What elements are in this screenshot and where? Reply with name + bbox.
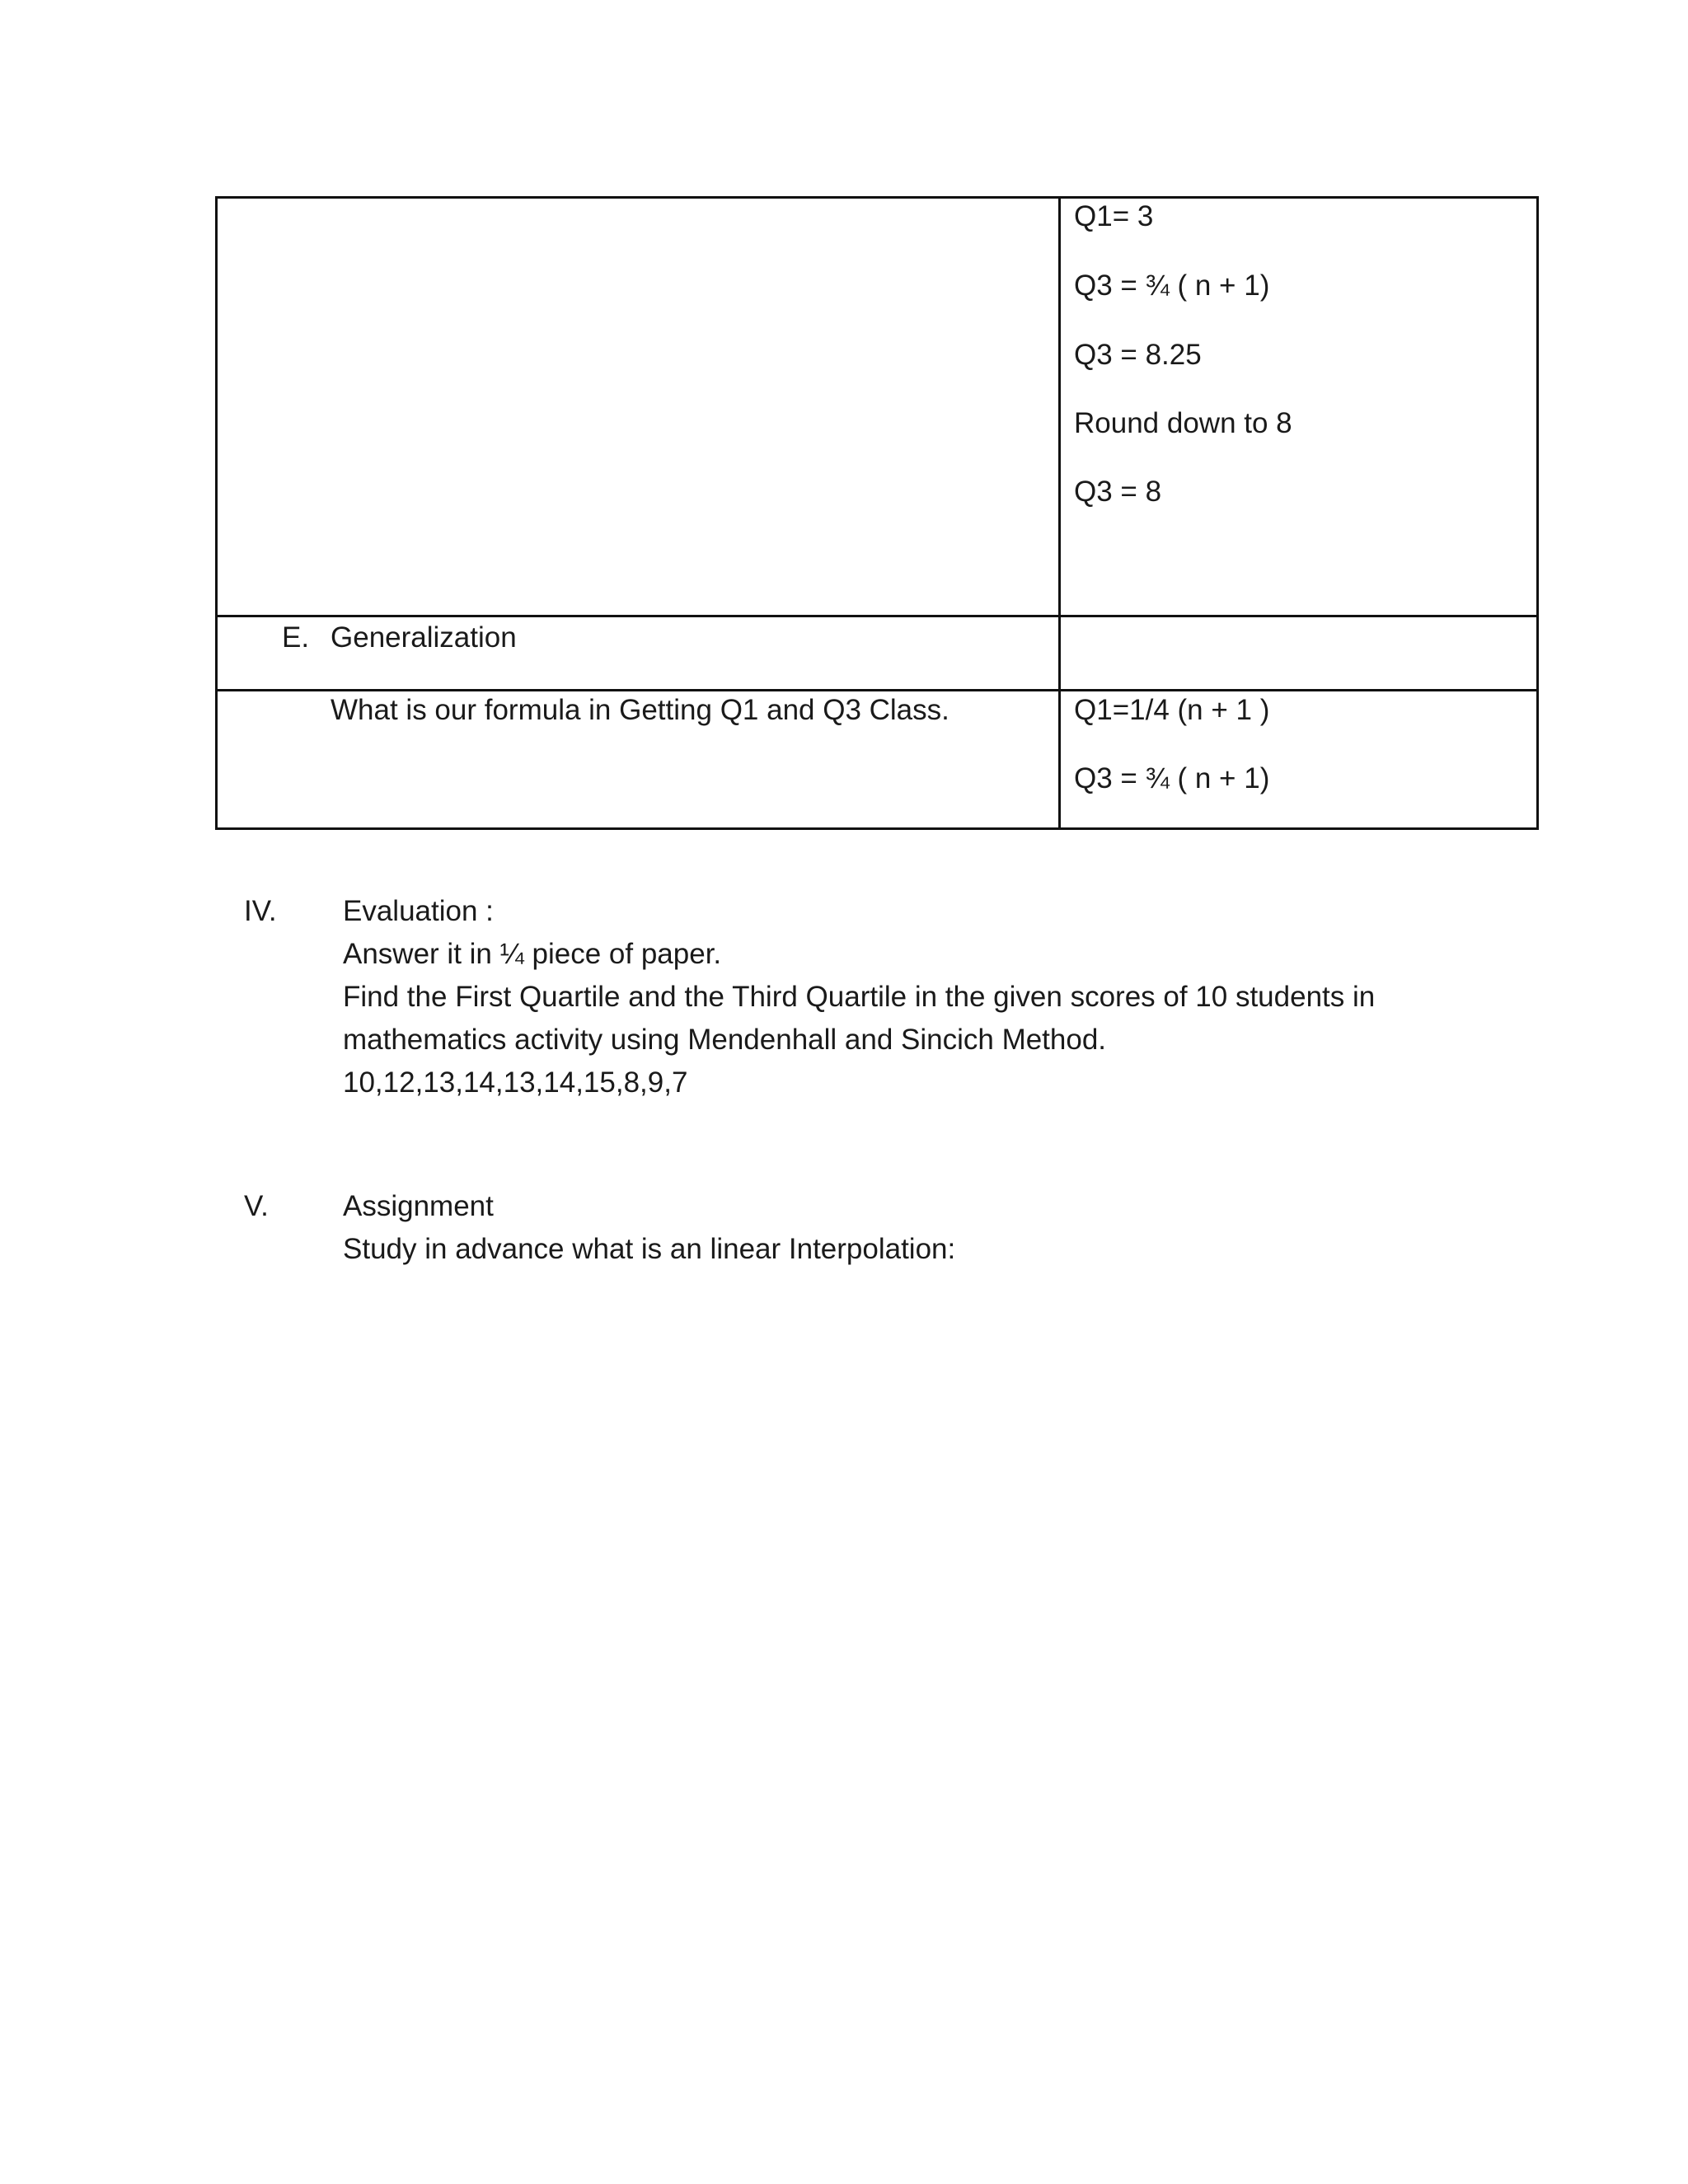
solution-line: Round down to 8 bbox=[1074, 407, 1292, 439]
solution-line: Q3 = ¾ ( n + 1) bbox=[1074, 269, 1270, 302]
evaluation-section bbox=[343, 890, 1375, 1104]
table-cell-empty bbox=[218, 199, 1061, 615]
table-cell-answer bbox=[1061, 691, 1536, 827]
assignment-section bbox=[343, 1185, 955, 1271]
table-row bbox=[218, 615, 1536, 689]
table-row bbox=[218, 689, 1536, 827]
lesson-table bbox=[215, 196, 1539, 830]
table-cell-heading bbox=[218, 617, 1061, 689]
evaluation-line: mathematics activity using Mendenhall and Sincich Method. bbox=[343, 1024, 1107, 1056]
evaluation-line: Find the First Quartile and the Third Quartile in the given scores of 10 students in bbox=[343, 981, 1376, 1013]
section-title: Assignment bbox=[343, 1190, 494, 1222]
solution-line: Q3 = 8.25 bbox=[1074, 339, 1202, 371]
solution-line: Q1= 3 bbox=[1074, 200, 1154, 232]
evaluation-line: 10,12,13,14,13,14,15,8,9,7 bbox=[343, 1066, 688, 1099]
section-number: V. bbox=[244, 1190, 269, 1222]
evaluation-line: Answer it in ¼ piece of paper. bbox=[343, 938, 722, 970]
formula-line: Q1=1/4 (n + 1 ) bbox=[1074, 694, 1270, 726]
solution-line: Q3 = 8 bbox=[1074, 476, 1162, 508]
table-cell-empty bbox=[1061, 617, 1536, 689]
section-title: Evaluation : bbox=[343, 895, 494, 927]
section-number: IV. bbox=[244, 895, 277, 927]
assignment-line: Study in advance what is an linear Interpolation: bbox=[343, 1233, 956, 1265]
table-cell-question bbox=[218, 691, 1061, 827]
question-text: What is our formula in Getting Q1 and Q3 Class. bbox=[331, 694, 950, 726]
table-cell-solution bbox=[1061, 199, 1536, 615]
section-heading: Generalization bbox=[331, 621, 517, 654]
table-row bbox=[218, 199, 1536, 615]
formula-line: Q3 = ¾ ( n + 1) bbox=[1074, 762, 1270, 794]
section-letter: E. bbox=[282, 621, 310, 654]
